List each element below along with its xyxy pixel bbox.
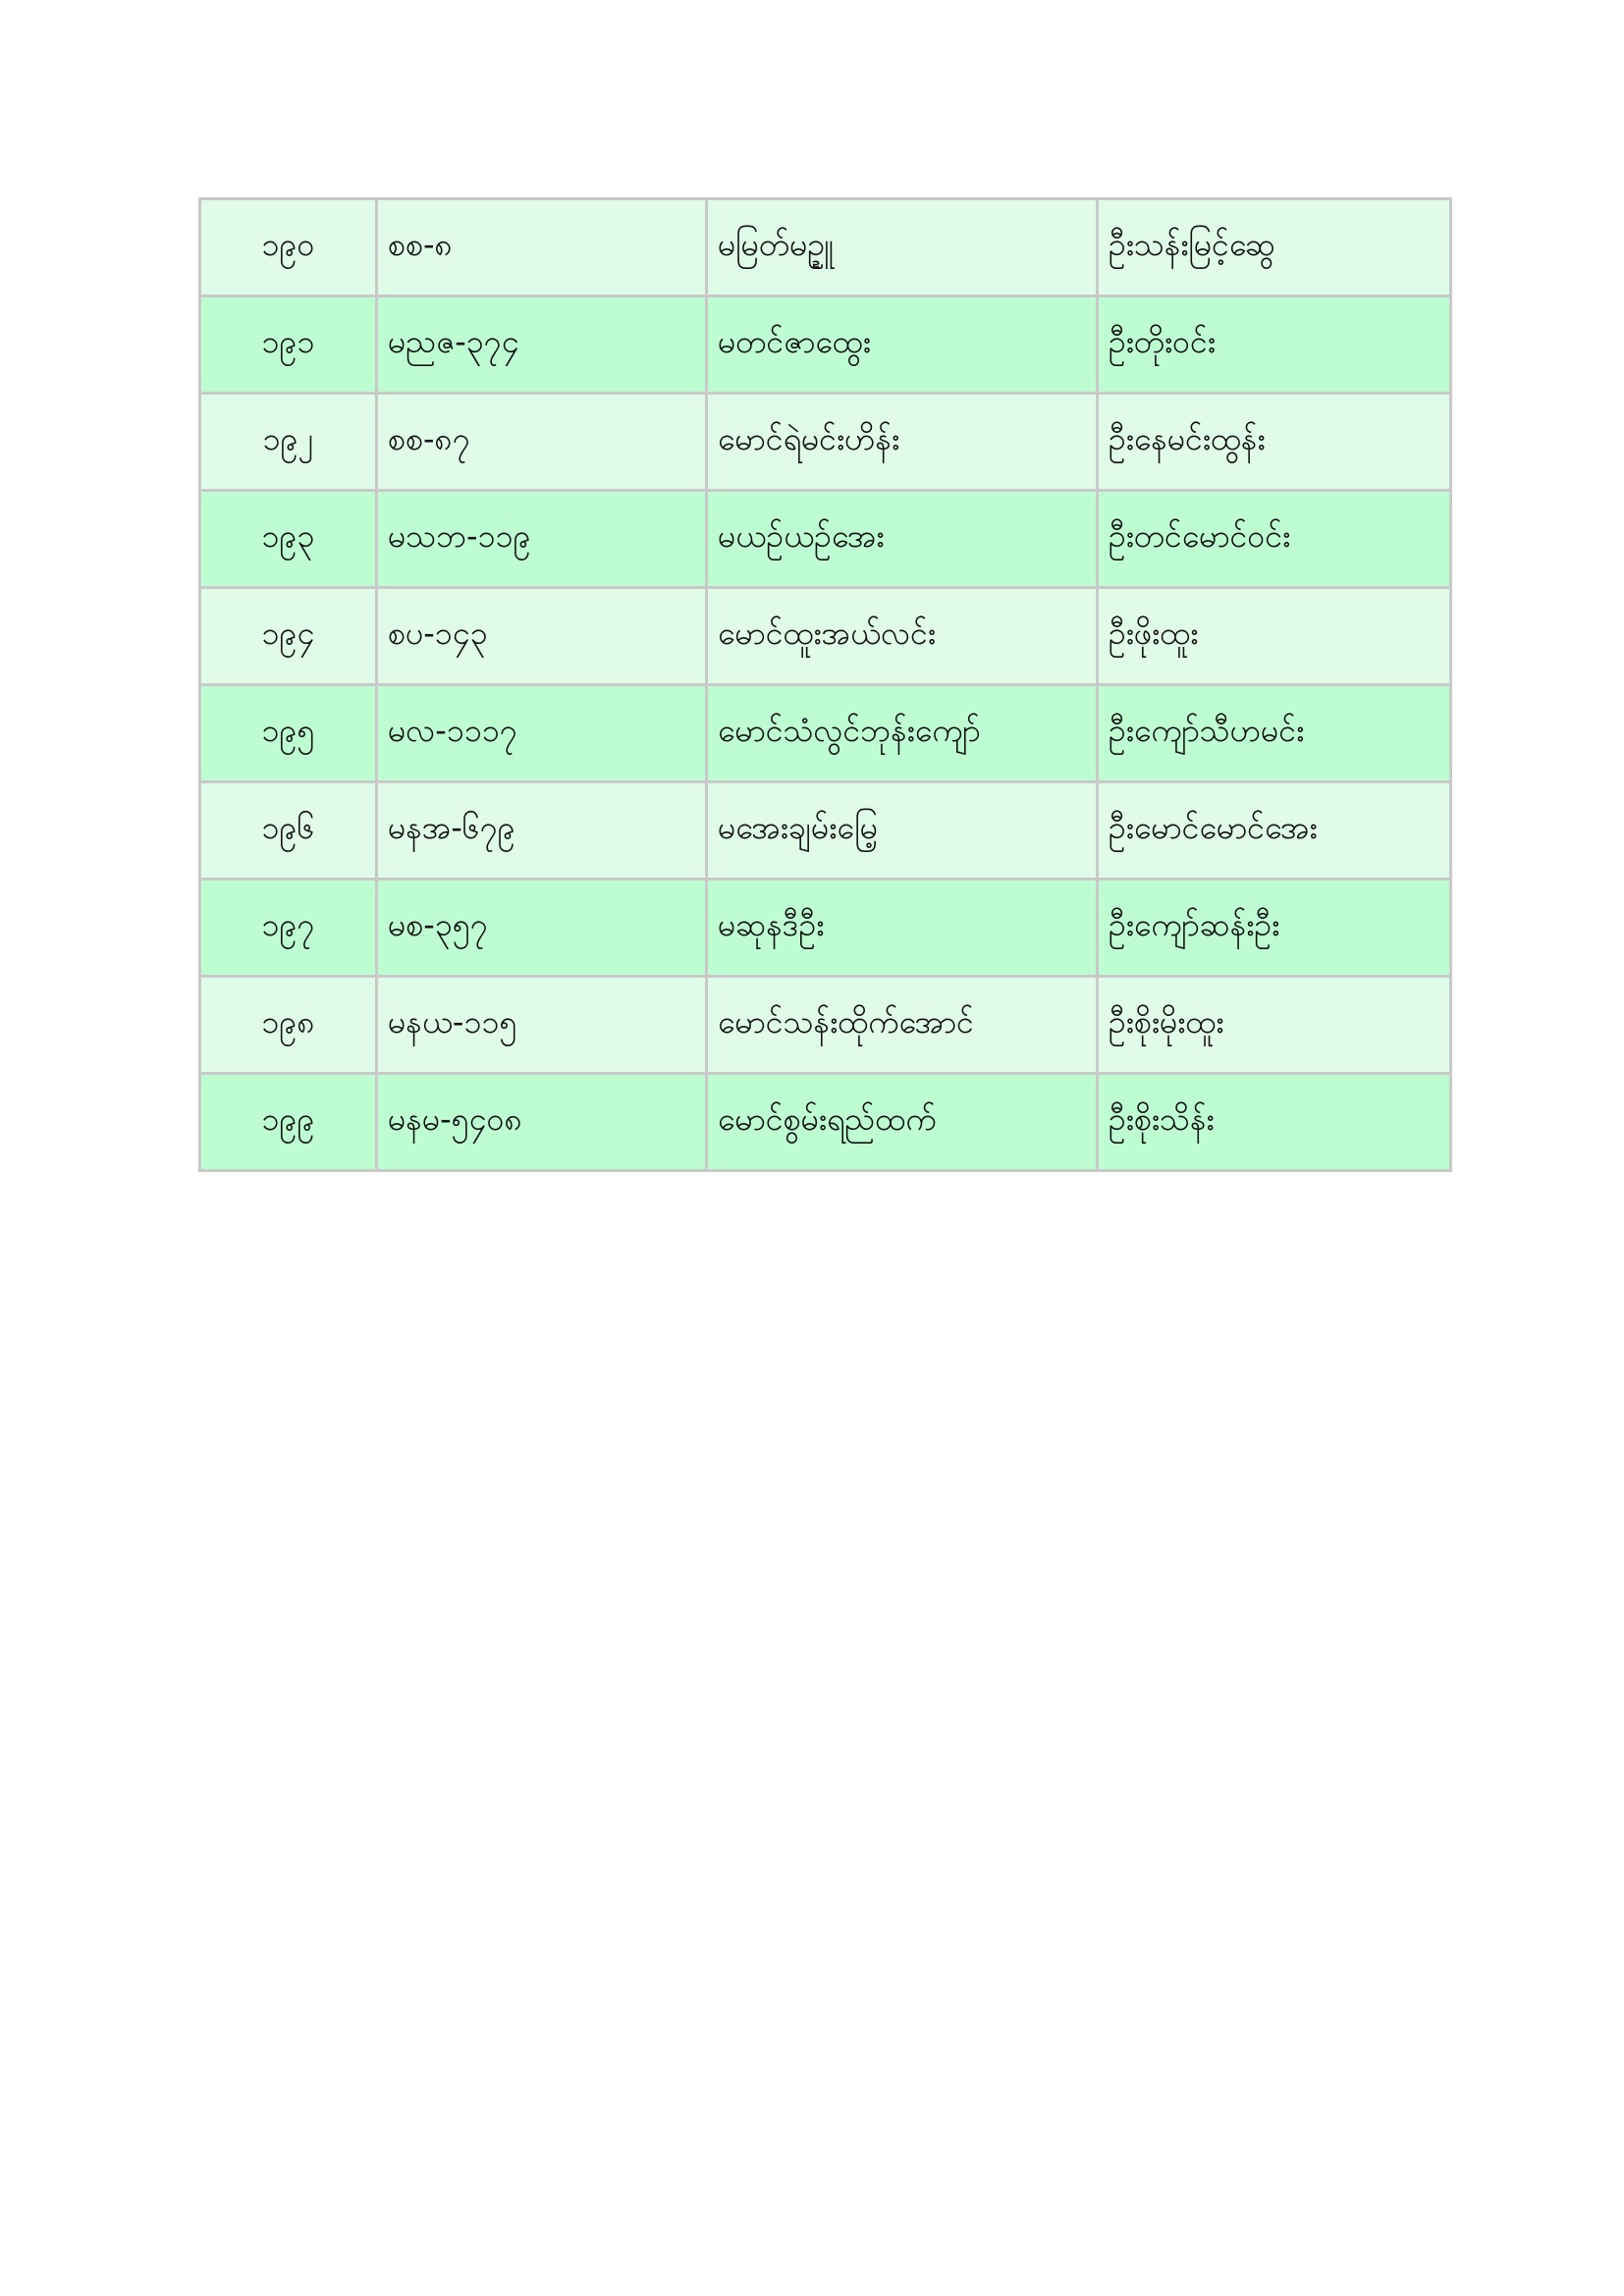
table-row [200,782,1451,880]
father-name-cell: ဦးကျော်သီဟမင်း [1098,685,1451,782]
row-number-cell: ၁၉၉ [200,1074,377,1171]
father-name-cell: ဦးမောင်မောင်အေး [1098,782,1451,880]
father-name-cell: ဦးသန်းမြင့်ဆွေ [1098,199,1451,296]
roll-number-cell: မနယ-၁၁၅ [377,977,707,1074]
student-table [198,197,1452,1172]
father-name-cell: ဦးစိုးမိုးထူး [1098,977,1451,1074]
table-row [200,977,1451,1074]
roll-number-cell: မလ-၁၁၁၇ [377,685,707,782]
student-name-cell: မောင်ရဲမင်းဟိန်း [707,394,1098,491]
student-name-cell: မယဉ်ယဉ်အေး [707,491,1098,588]
father-name-cell: ဦးကျော်ဆန်းဦး [1098,880,1451,977]
father-name-cell: ဦးနေမင်းထွန်း [1098,394,1451,491]
table-row [200,491,1451,588]
student-name-cell: မဆုနဒီဦး [707,880,1098,977]
student-name-cell: မောင်သံလွင်ဘုန်းကျော် [707,685,1098,782]
student-name-cell: မောင်သန်းထိုက်အောင် [707,977,1098,1074]
row-number-cell: ၁၉၄ [200,588,377,685]
table-row [200,685,1451,782]
father-name-cell: ဦးစိုးသိန်း [1098,1074,1451,1171]
roll-number-cell: မစ-၃၅၇ [377,880,707,977]
father-name-cell: ဦးတင်မောင်ဝင်း [1098,491,1451,588]
roll-number-cell: စစ-၈ [377,199,707,296]
roll-number-cell: စပ-၁၄၃ [377,588,707,685]
table-row [200,880,1451,977]
roll-number-cell: မညဇ-၃၇၄ [377,296,707,394]
table-row [200,296,1451,394]
father-name-cell: ဦးတိုးဝင်း [1098,296,1451,394]
table-row [200,1074,1451,1171]
student-name-cell: မတင်ဇာထွေး [707,296,1098,394]
roll-number-cell: မနမ-၅၄၀၈ [377,1074,707,1171]
row-number-cell: ၁၉၂ [200,394,377,491]
table-row [200,199,1451,296]
student-name-cell: မောင်စွမ်းရည်ထက် [707,1074,1098,1171]
row-number-cell: ၁၉၅ [200,685,377,782]
student-name-cell: မောင်ထူးအယ်လင်း [707,588,1098,685]
roll-number-cell: မနအ-၆၇၉ [377,782,707,880]
student-name-cell: မအေးချမ်းမြေ့ [707,782,1098,880]
row-number-cell: ၁၉၈ [200,977,377,1074]
row-number-cell: ၁၉၁ [200,296,377,394]
roll-number-cell: မသဘ-၁၁၉ [377,491,707,588]
table-body [200,199,1451,1171]
row-number-cell: ၁၉၃ [200,491,377,588]
row-number-cell: ၁၉၆ [200,782,377,880]
father-name-cell: ဦးဖိုးထူး [1098,588,1451,685]
row-number-cell: ၁၉၀ [200,199,377,296]
table-row [200,394,1451,491]
roll-number-cell: စစ-၈၇ [377,394,707,491]
row-number-cell: ၁၉၇ [200,880,377,977]
student-name-cell: မမြတ်မဥ္ဍူ [707,199,1098,296]
table-row [200,588,1451,685]
